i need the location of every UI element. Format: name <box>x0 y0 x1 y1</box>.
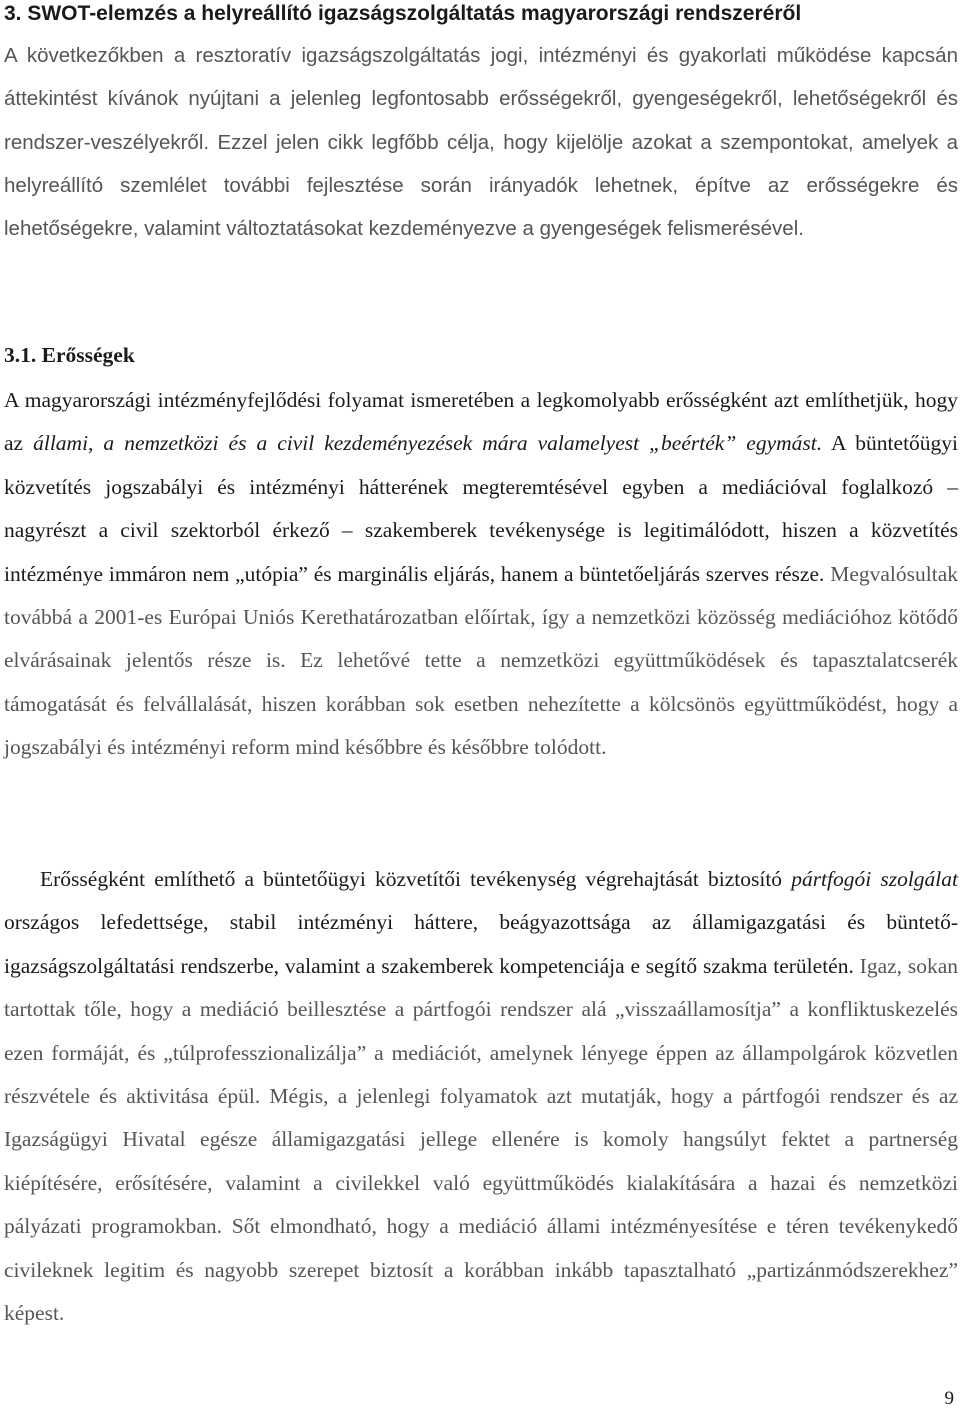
p1-part2: A büntetőügyi közvetítés jogszabályi és intézményi hátterének megteremtésével egyben a mediációval foglalkozó – nagyrészt a civil szektorból érkező – szakemberek tevékenysége is legitimálódott, hiszen a közvetítés intézménye immáron nem „utópia” és marginális eljárás, hanem a büntetőeljárás szerves része. <box>4 431 959 586</box>
page-number: 9 <box>944 1388 954 1409</box>
p2-part1: Erősségként említhető a büntetőügyi közvetítői tevékenység végrehajtását biztosító <box>40 867 783 891</box>
p2-italic: pártfogói szolgálat <box>791 867 958 891</box>
intro-gray-text: A következőkben a resztoratív igazságszolgáltatás jogi, intézményi és gyakorlati működése kapcsán áttekintést kívánok nyújtani a jelenleg legfontosabb erősségekről, gyengeségekről, lehetőségekről és rendszer-veszélyekről. <box>4 44 958 154</box>
p2-gray: Igaz, sokan tartottak tőle, hogy a mediáció beillesztése a pártfogói rendszer alá „visszaállamosítja” a konfliktuskezelés ezen formáját, és „túlprofesszionalizálja” a mediációt, amelynek lényege éppen az állampolgárok közvetlen részvétele és aktivitása épül. <box>4 953 959 1109</box>
intro-paragraph <box>4 34 958 250</box>
p2-gray2: Sőt elmondható, hogy a mediáció állami intézményesítése e téren tevékenykedő civileknek legitim és nagyobb szerepet biztosít a korábban inkább tapasztalható „partizánmódszerekhez” képest. <box>4 1214 959 1326</box>
heading-number: 3. <box>4 2 22 25</box>
heading-title: SWOT-elemzés a helyreállító igazságszolgáltatás magyarországi rendszeréről <box>27 2 802 25</box>
p1-part1: A magyarországi intézményfejlődési folyamat ismeretében a legkomolyabb erősségként azt említhetjük, hogy az <box>4 388 958 456</box>
subsection-title: Erősségek <box>41 343 135 367</box>
section-heading <box>4 0 958 28</box>
p1-italic: állami, a nemzetközi és a civil kezdeményezések mára valamelyest „beérték” egymást. <box>33 431 823 456</box>
p2-part2: országos lefedettsége, stabil intézményi háttere, beágyazottsága az államigazgatási és büntető-igazságszolgáltatási rendszerbe, valamint a szakemberek kompetenciája e segítő szakma területén. <box>4 910 958 978</box>
subsection-number: 3.1. <box>4 343 37 367</box>
p1-gray: Megvalósultak továbbá a 2001-es Európai Uniós Kerethatározatban előírtak, így a nemzetközi közösség mediációhoz kötődő elvárásainak jelentős része is. <box>4 561 958 673</box>
subsection-heading <box>4 340 135 370</box>
p1-part3: Ez lehetővé tette a nemzetközi együttműködések és tapasztalatcserék támogatását és felvállalását, hiszen korábban sok esetben nehezítette a kölcsönös együttműködést, hogy a jogszabályi és intézményi reform mind későbbre és későbbre tolódott. <box>4 648 958 760</box>
strengths-paragraph-1 <box>4 379 958 770</box>
strengths-paragraph-2 <box>4 858 958 1335</box>
intro-text: Ezzel jelen cikk legfőbb célja, hogy kijelölje azokat a szempontokat, amelyek a helyreállító szemlélet további fejlesztése során irányadók lehetnek, építve az erősségekre és lehetőségekre, valamint változtatásokat kezdeményezve a gyengeségek felismerésével. <box>4 130 959 241</box>
p2-part3: Mégis, a jelenlegi folyamatok azt mutatják, hogy a pártfogói rendszer és az Igazságügyi Hivatal egésze államigazgatási jellege ellenére is komoly hangsúlyt fektet a partnerség kiépítésére, erősítésére, valamint a civilekkel való együttműködés kialakítására a hazai és nemzetközi pályázati programokban. <box>4 1084 958 1239</box>
